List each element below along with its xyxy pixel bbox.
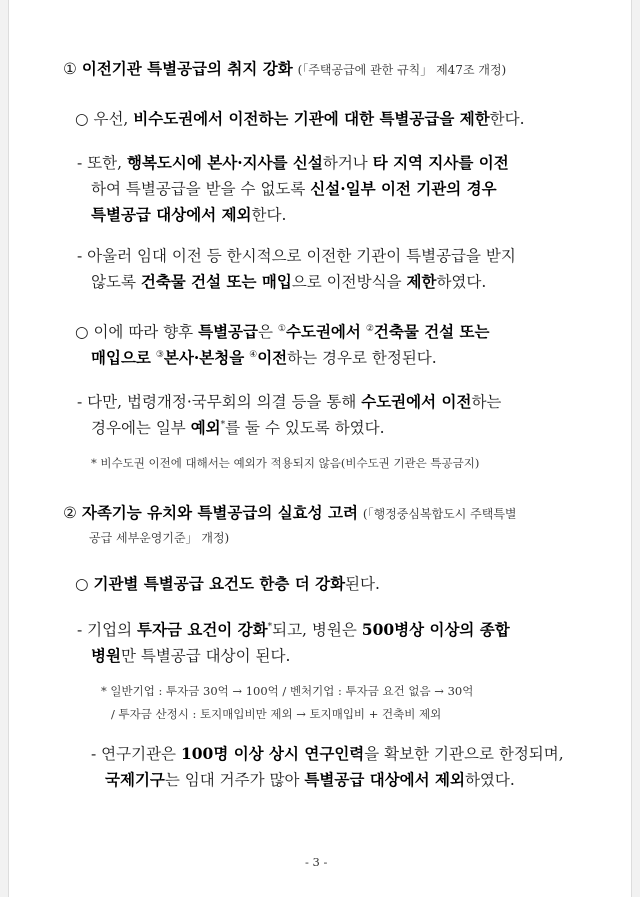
section1-bullet2-line2: 매입으로 ③본사·본청을 ④이전하는 경우로 한정된다. (91, 348, 437, 367)
section2-heading-line2: 공급 세부운영기준」 개정) (89, 531, 230, 545)
section1-dash2-line2: 않도록 건축물 건설 또는 매입으로 이전방식을 제한하였다. (91, 272, 487, 291)
document-page (8, 0, 632, 897)
section1-dash3-line1: - 다만, 법령개정·국무회의 의결 등을 통해 수도권에서 이전하는 (77, 392, 502, 411)
section2-dash2-line1: - 연구기관은 100명 이상 상시 연구인력을 확보한 기관으로 한정되며, (91, 744, 564, 763)
section1-dash1-line3: 특별공급 대상에서 제외한다. (91, 205, 287, 224)
section2-dash1-line1: - 기업의 투자금 요건이 강화*되고, 병원은 500병상 이상의 종합 (77, 620, 510, 639)
section1-dash2-line1: - 아울러 임대 이전 등 한시적으로 이전한 기관이 특별공급을 받지 (77, 247, 516, 265)
section2-footnote-line2: / 투자금 산정시 : 토지매입비만 제외 → 토지매입비 + 건축비 제외 (111, 707, 442, 721)
section2-bullet1: ○ 기관별 특별공급 요건도 한층 더 강화된다. (75, 574, 380, 593)
section1-dash1-line2: 하여 특별공급을 받을 수 없도록 신설·일부 이전 기관의 경우 (91, 179, 497, 198)
section2-title: 자족기능 유치와 특별공급의 실효성 고려 (81, 503, 358, 522)
section2-dash1-line2: 병원만 특별공급 대상이 된다. (91, 646, 291, 665)
section1-number: ① (63, 60, 77, 78)
section2-number: ② (63, 504, 77, 522)
section1-footnote: * 비수도권 이전에 대해서는 예외가 적용되지 않음(비수도권 기관은 특공금지) (91, 456, 480, 470)
section1-dash1-line1: - 또한, 행복도시에 본사·지사를 신설하거나 타 지역 지사를 이전 (77, 153, 509, 172)
bullet-marker: ○ (75, 110, 89, 128)
section1-heading (63, 59, 506, 80)
section2-reference: (「행정중심복합도시 주택특별 (362, 507, 517, 521)
section2-footnote-line1: * 일반기업 : 투자금 30억 → 100억 / 벤처기업 : 투자금 요건 없음 → 30억 (101, 684, 474, 698)
page-number: - 3 - (305, 855, 328, 869)
section1-dash3-line2: 경우에는 일부 예외*를 둘 수 있도록 하였다. (91, 418, 385, 437)
section1-title: 이전기관 특별공급의 취지 강화 (81, 59, 293, 78)
section1-reference: (「주택공급에 관한 규칙」 제47조 개정) (297, 63, 507, 77)
section2-dash2-line2: 국제기구는 임대 거주가 많아 특별공급 대상에서 제외하였다. (105, 770, 515, 789)
section1-bullet2-line1: ○ 이에 따라 향후 특별공급은 ①수도권에서 ②건축물 건설 또는 (75, 322, 490, 341)
section2-heading-line1 (63, 503, 517, 524)
section1-bullet1: ○ 우선, 비수도권에서 이전하는 기관에 대한 특별공급을 제한한다. (75, 109, 525, 128)
